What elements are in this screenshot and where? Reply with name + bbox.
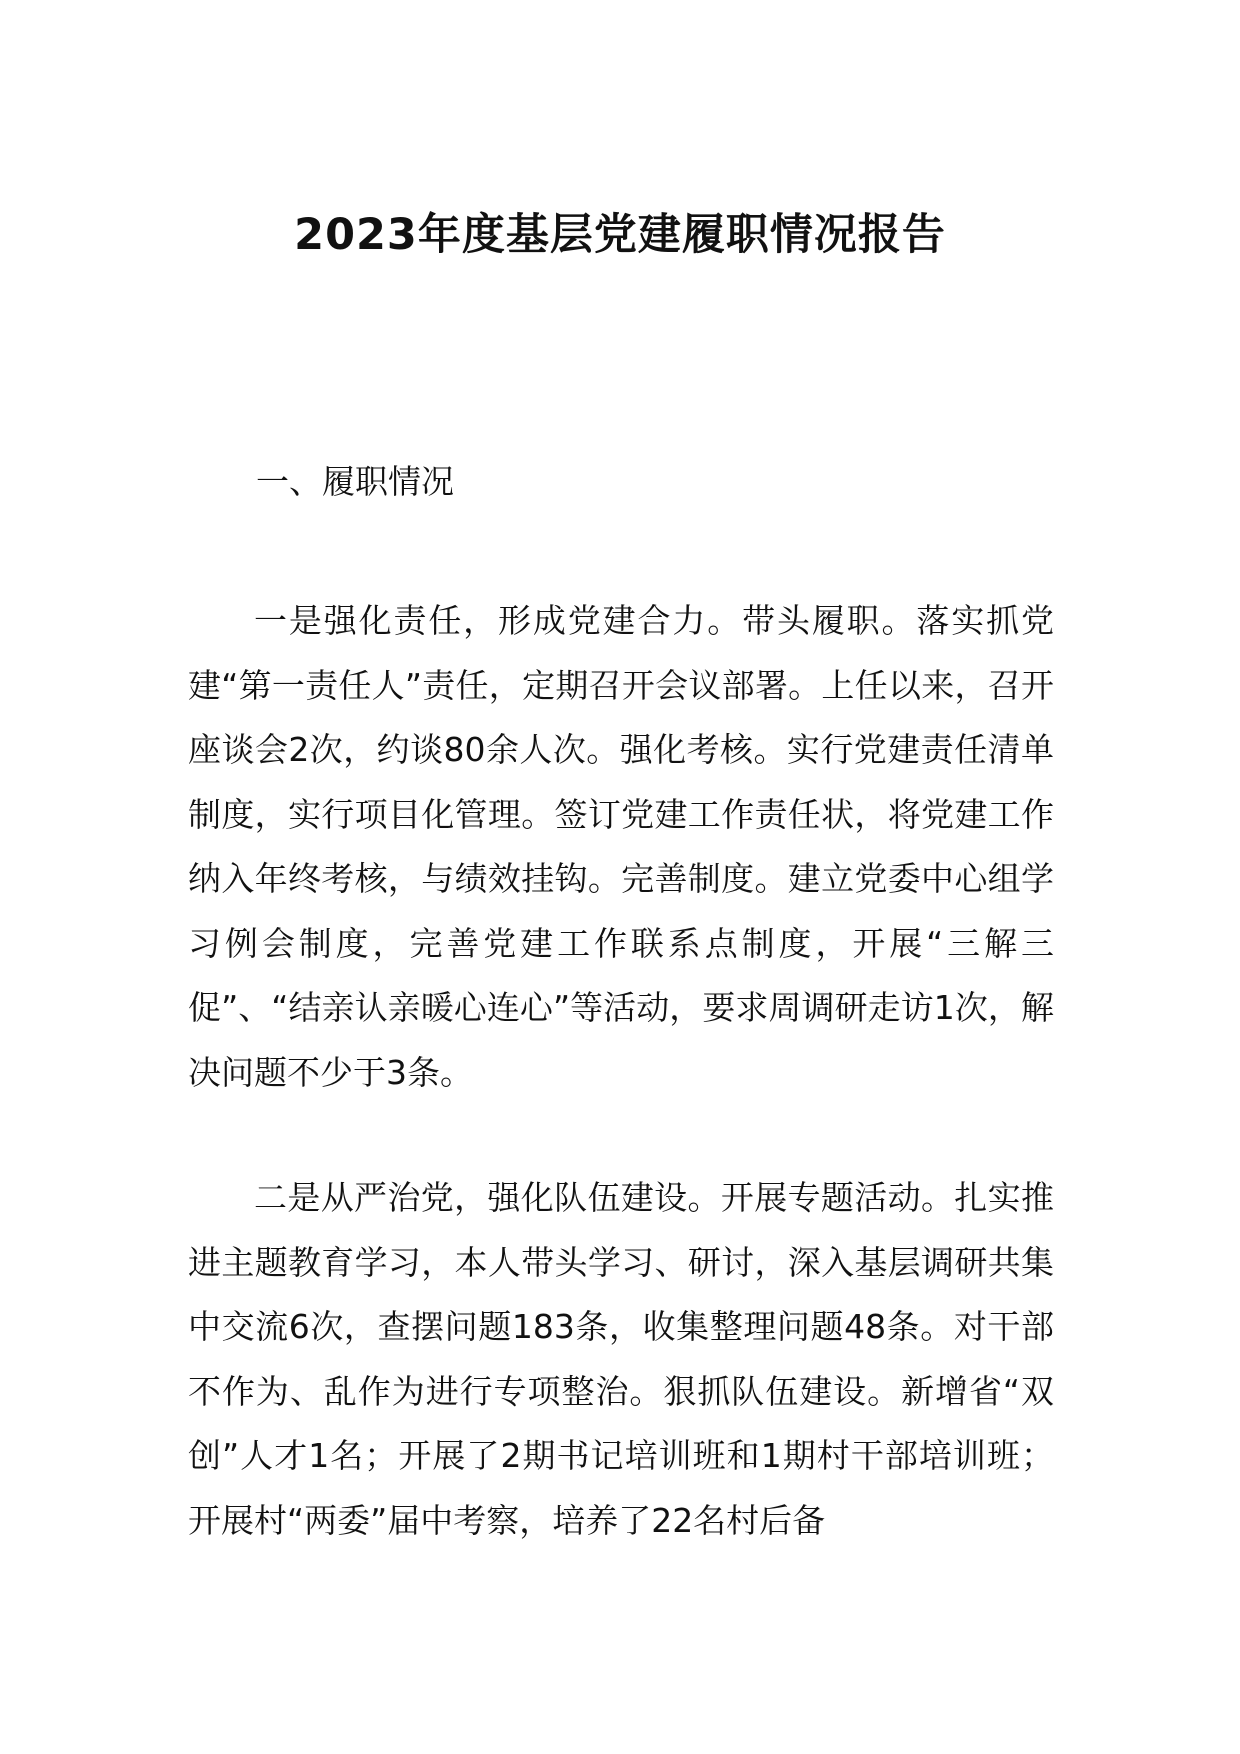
section-heading-performance: 一、履职情况	[256, 462, 454, 501]
paragraph-responsibility: 一是强化责任，形成党建合力。带头履职。落实抓党建“第一责任人”责任，定期召开会议部署。上任以来，召开座谈会2次，约谈80余人次。强化考核。实行党建责任清单制度，实行项目化管理。签订党建工作责任状，将党建工作纳入年终考核，与绩效挂钩。完善制度。建立党委中心组学习例会制度，完善党建工作联系点制度，开展“三解三促”、“结亲认亲暖心连心”等活动，要求周调研走访1次，解决问题不少于3条。	[188, 601, 1054, 1092]
document-title: 2023年度基层党建履职情况报告	[294, 210, 946, 260]
paragraph-party-discipline: 二是从严治党，强化队伍建设。开展专题活动。扎实推进主题教育学习，本人带头学习、研讨，深入基层调研共集中交流6次，查摆问题183条，收集整理问题48条。对干部不作为、乱作为进行专项整治。狠抓队伍建设。新增省“双创”人才1名；开展了2期书记培训班和1期村干部培训班；开展村“两委”届中考察，培养了22名村后备	[188, 1178, 1054, 1540]
